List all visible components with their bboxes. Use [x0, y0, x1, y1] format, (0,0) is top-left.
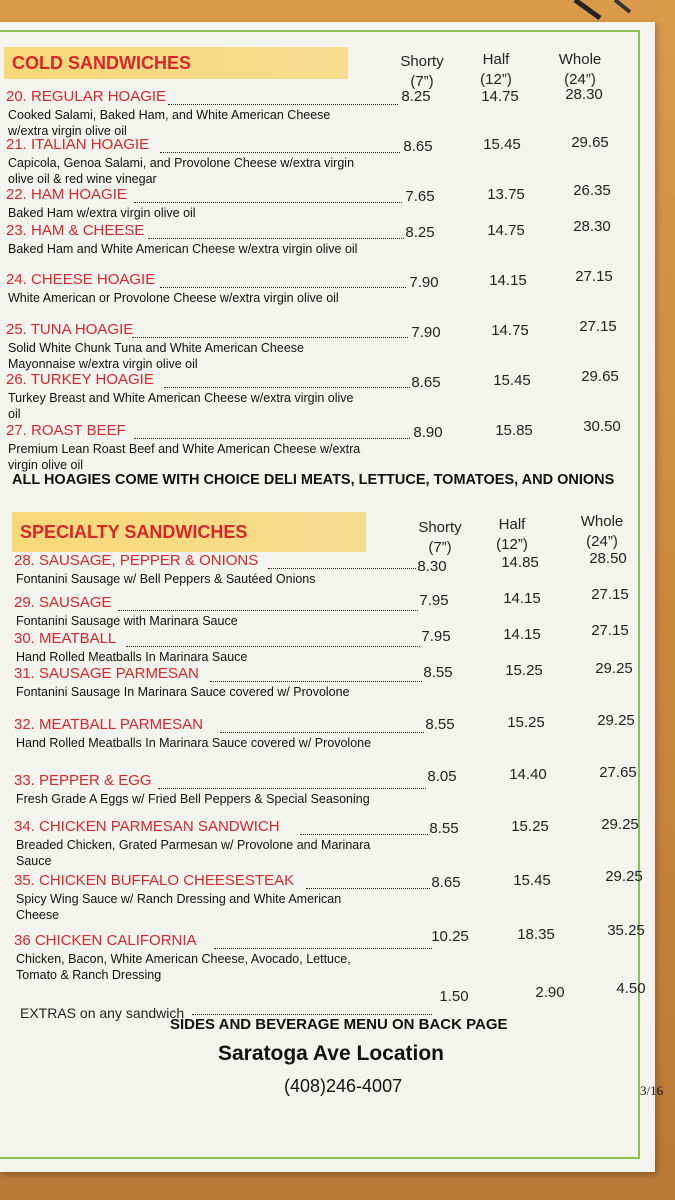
price-half: 14.15 [503, 590, 541, 607]
specialty-header-shorty [410, 518, 470, 558]
price-half: 15.25 [511, 818, 549, 835]
extras-whole: 4.50 [616, 980, 646, 997]
item-description: Fontanini Sausage In Marinara Sauce covered w/ Provolone [16, 685, 350, 699]
header-size: (7”) [410, 73, 434, 90]
price-half: 18.35 [517, 926, 555, 943]
leader-dots [118, 610, 418, 611]
price-half: 14.15 [489, 272, 527, 289]
header-size: (12”) [480, 71, 512, 88]
price-whole: 27.15 [591, 586, 629, 603]
item-description: Breaded Chicken, Grated Parmesan w/ Provolone and Marinara Sauce [16, 838, 371, 868]
price-half: 15.85 [495, 422, 533, 439]
header-label: Shorty [418, 519, 462, 536]
price-half: 14.75 [487, 222, 525, 239]
price-whole: 30.50 [583, 418, 621, 435]
price-half: 14.85 [501, 554, 539, 571]
item-name: 30. MEATBALL [14, 630, 117, 647]
price-whole: 26.35 [573, 182, 611, 199]
cold-header-whole [550, 50, 610, 90]
leader-dots [210, 681, 422, 682]
item-description: Turkey Breast and White American Cheese w/extra virgin olive oil [8, 391, 354, 421]
specialty-header-whole [572, 512, 632, 552]
item-description: Baked Ham and White American Cheese w/extra virgin olive oil [8, 242, 358, 256]
item-name: 36 CHICKEN CALIFORNIA [14, 932, 197, 949]
price-whole: 29.25 [597, 712, 635, 729]
item-name: 33. PEPPER & EGG [14, 772, 152, 789]
price-shorty: 8.55 [429, 820, 459, 837]
price-shorty: 7.90 [409, 274, 439, 291]
item-description: Capicola, Genoa Salami, and Provolone Cheese w/extra virgin olive oil & red wine vinegar [8, 156, 355, 186]
price-shorty: 8.55 [425, 716, 455, 733]
specialty-sandwiches-title: SPECIALTY SANDWICHES [12, 512, 366, 552]
item-description: Solid White Chunk Tuna and White American Cheese Mayonnaise w/extra virgin olive oil [8, 341, 304, 371]
price-whole: 27.15 [591, 622, 629, 639]
leader-dots [126, 646, 420, 647]
extras-label: EXTRAS on any sandwich [20, 1005, 185, 1021]
price-whole: 29.25 [605, 868, 643, 885]
price-whole: 28.50 [589, 550, 627, 567]
price-shorty: 7.95 [421, 628, 451, 645]
price-half: 14.15 [503, 626, 541, 643]
item-name: 29. SAUSAGE [14, 594, 112, 611]
item-name: 28. SAUSAGE, PEPPER & ONIONS [14, 552, 259, 569]
item-name: 24. CHEESE HOAGIE [6, 271, 156, 288]
price-half: 14.40 [509, 766, 547, 783]
extras-shorty: 1.50 [439, 988, 469, 1005]
leader-dots [132, 337, 408, 338]
item-name: 27. ROAST BEEF [6, 422, 126, 439]
item-name: 22. HAM HOAGIE [6, 186, 127, 203]
leader-dots [306, 888, 430, 889]
item-name: 31. SAUSAGE PARMESAN [14, 665, 199, 682]
item-description: Hand Rolled Meatballs In Marinara Sauce [16, 650, 248, 664]
price-whole: 29.25 [601, 816, 639, 833]
leader-dots [268, 568, 416, 569]
header-label: Half [482, 51, 510, 68]
header-label: Half [498, 516, 526, 533]
price-shorty: 10.25 [431, 928, 469, 945]
price-whole: 27.65 [599, 764, 637, 781]
item-description: Spicy Wing Sauce w/ Ranch Dressing and White American Cheese [16, 892, 342, 922]
leader-dots [158, 788, 426, 789]
price-whole: 28.30 [573, 218, 611, 235]
version-code: 3/16 [640, 1083, 664, 1098]
price-half: 15.25 [507, 714, 545, 731]
leader-dots [148, 238, 404, 239]
price-half: 15.45 [513, 872, 551, 889]
item-description: Fontanini Sausage with Marinara Sauce [16, 614, 238, 628]
price-whole: 27.15 [575, 268, 613, 285]
extras-half: 2.90 [535, 984, 565, 1001]
cold-sandwiches-title: COLD SANDWICHES [4, 47, 348, 79]
item-description: White American or Provolone Cheese w/extra virgin olive oil [8, 291, 339, 305]
price-half: 13.75 [487, 186, 525, 203]
leader-dots [300, 834, 428, 835]
price-shorty: 8.25 [405, 224, 435, 241]
hoagie-note: ALL HOAGIES COME WITH CHOICE DELI MEATS, LETTUCE, TOMATOES, AND ONIONS [12, 472, 615, 488]
item-name: 34. CHICKEN PARMESAN SANDWICH [14, 818, 280, 835]
price-half: 15.45 [483, 136, 521, 153]
header-label: Whole [558, 51, 602, 68]
item-description: Chicken, Bacon, White American Cheese, Avocado, Lettuce, Tomato & Ranch Dressing [16, 952, 351, 982]
item-name: 35. CHICKEN BUFFALO CHEESESTEAK [14, 872, 295, 889]
item-name: 25. TUNA HOAGIE [6, 321, 134, 338]
sides-note: SIDES AND BEVERAGE MENU ON BACK PAGE [170, 1016, 508, 1033]
item-description: Fontanini Sausage w/ Bell Peppers & Sautéed Onions [16, 572, 316, 586]
price-shorty: 8.90 [413, 424, 443, 441]
price-shorty: 8.30 [417, 558, 447, 575]
cold-header-shorty [392, 52, 452, 92]
header-label: Whole [580, 513, 624, 530]
header-label: Shorty [400, 53, 444, 70]
price-shorty: 8.65 [403, 138, 433, 155]
phone-number: (408)246-4007 [284, 1076, 403, 1096]
header-size: (12”) [496, 536, 528, 553]
leader-dots [164, 387, 410, 388]
item-name: 23. HAM & CHEESE [6, 222, 145, 239]
leader-dots [214, 948, 432, 949]
leader-dots [160, 287, 406, 288]
price-shorty: 7.95 [419, 592, 449, 609]
header-size: (7”) [428, 539, 452, 556]
price-whole: 29.65 [581, 368, 619, 385]
item-description: Hand Rolled Meatballs In Marinara Sauce covered w/ Provolone [16, 736, 372, 750]
price-half: 15.25 [505, 662, 543, 679]
price-shorty: 8.55 [423, 664, 453, 681]
location-name: Saratoga Ave Location [218, 1042, 444, 1065]
leader-dots [160, 152, 400, 153]
item-name: 26. TURKEY HOAGIE [6, 371, 154, 388]
leader-dots [134, 202, 402, 203]
header-size: (24”) [586, 533, 618, 550]
specialty-header-half [482, 515, 542, 555]
cold-header-half [466, 50, 526, 90]
leader-dots [168, 104, 398, 105]
price-whole: 28.30 [565, 86, 603, 103]
price-half: 15.45 [493, 372, 531, 389]
price-shorty: 8.65 [431, 874, 461, 891]
item-name: 21. ITALIAN HOAGIE [6, 136, 150, 153]
item-description: Fresh Grade A Eggs w/ Fried Bell Peppers & Special Seasoning [16, 792, 370, 806]
item-name: 20. REGULAR HOAGIE [6, 88, 167, 105]
item-name: 32. MEATBALL PARMESAN [14, 716, 203, 733]
price-whole: 27.15 [579, 318, 617, 335]
price-whole: 35.25 [607, 922, 645, 939]
price-half: 14.75 [491, 322, 529, 339]
item-description: Baked Ham w/extra virgin olive oil [8, 206, 196, 220]
price-shorty: 8.65 [411, 374, 441, 391]
price-half: 14.75 [481, 88, 519, 105]
price-shorty: 7.90 [411, 324, 441, 341]
extras-dots [192, 1014, 432, 1015]
price-whole: 29.65 [571, 134, 609, 151]
leader-dots [220, 732, 424, 733]
price-shorty: 8.25 [401, 88, 431, 105]
price-shorty: 7.65 [405, 188, 435, 205]
header-size: (24”) [564, 71, 596, 88]
leader-dots [134, 438, 410, 439]
item-description: Premium Lean Roast Beef and White American Cheese w/extra virgin olive oil [8, 442, 361, 472]
item-description: Cooked Salami, Baked Ham, and White American Cheese w/extra virgin olive oil [8, 108, 331, 138]
price-shorty: 8.05 [427, 768, 457, 785]
price-whole: 29.25 [595, 660, 633, 677]
